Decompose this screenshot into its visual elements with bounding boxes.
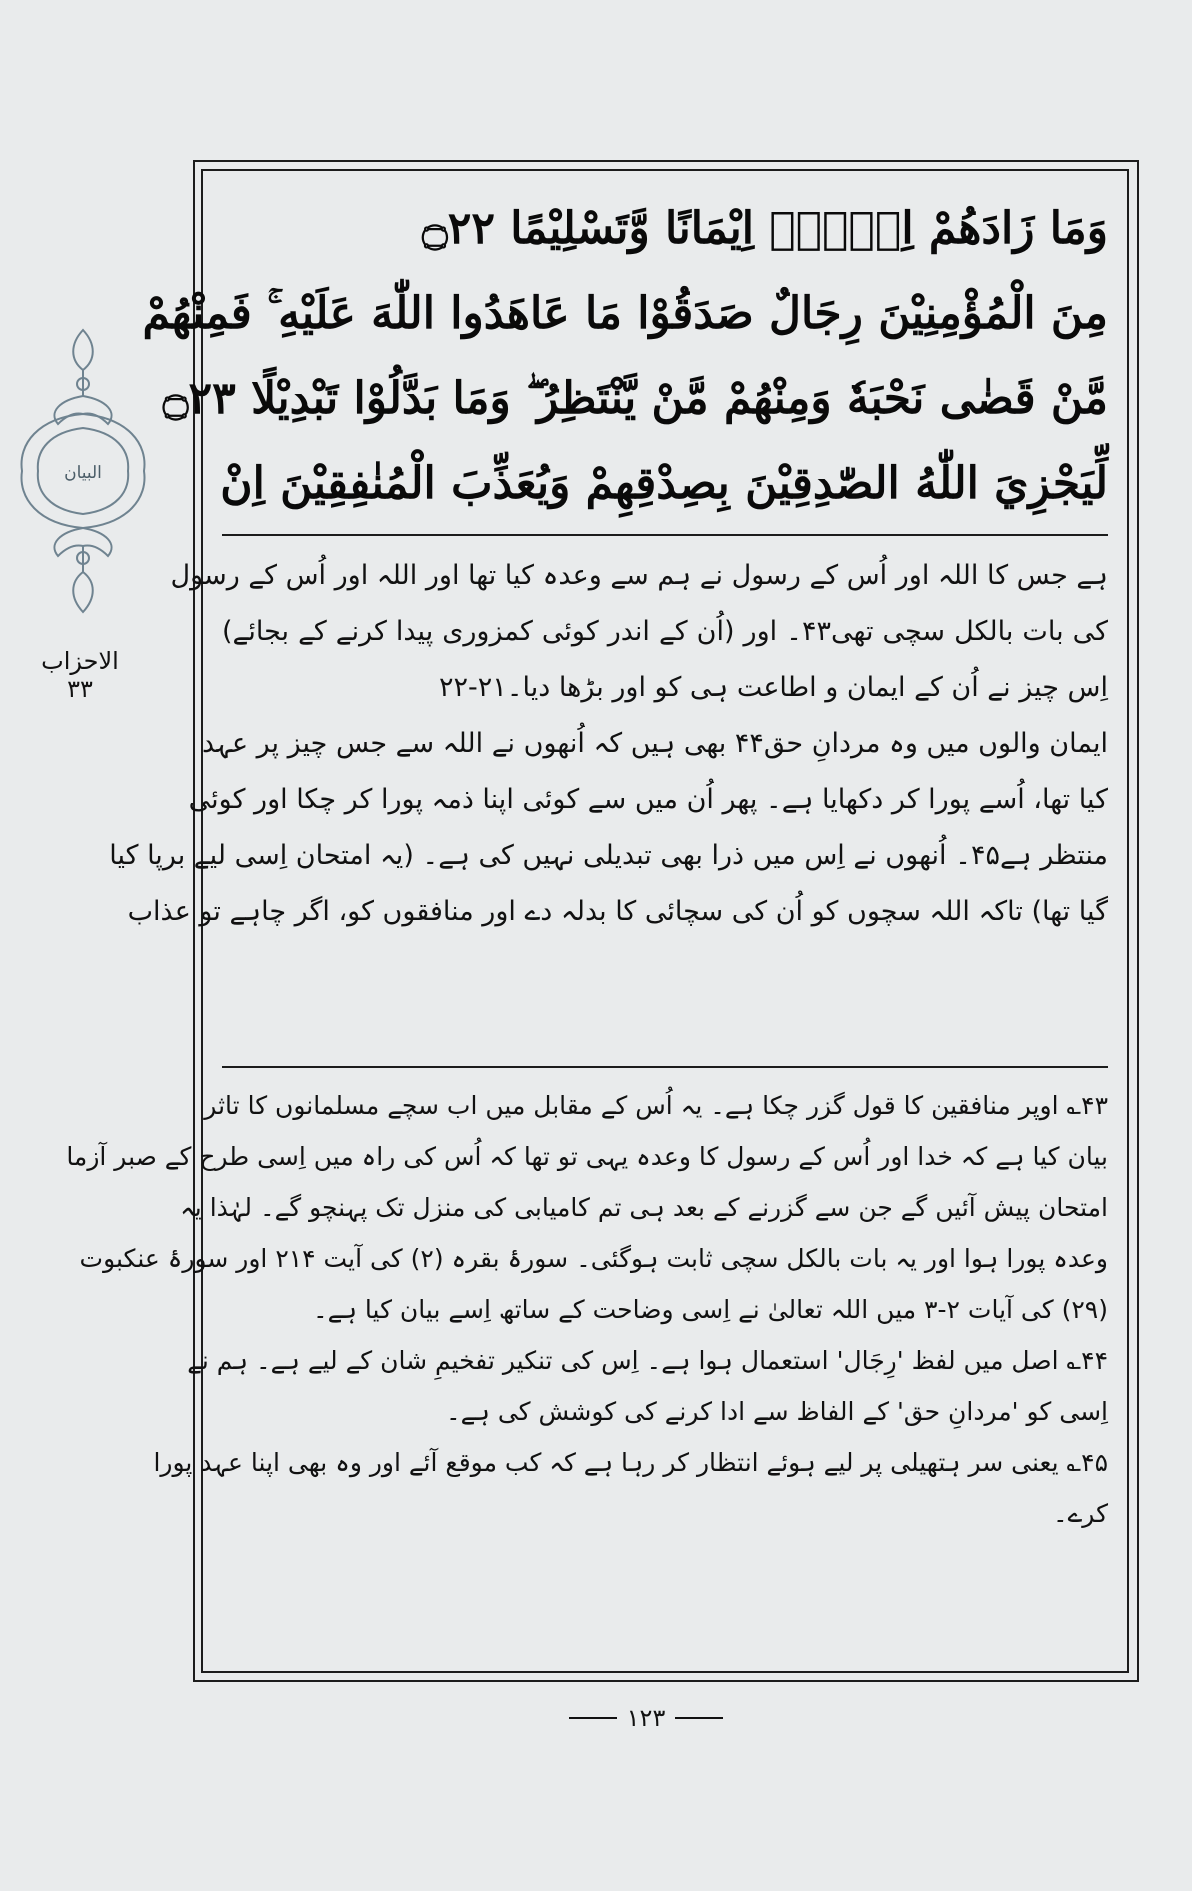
footnote-divider <box>222 1066 1108 1068</box>
footnote-line: (۲۹) کی آیات ۲-۳ میں اللہ تعالیٰ نے اِسی وضاحت کے ساتھ اِسے بیان کیا ہے۔ <box>313 1295 1108 1324</box>
page-number-dash <box>569 1717 617 1719</box>
footnotes <box>66 1080 1108 1539</box>
footnote-line: ۴۵؎ یعنی سر ہتھیلی پر لیے ہوئے انتظار کر رہا ہے کہ کب موقع آئے اور وہ بھی اپنا عہد پورا <box>153 1448 1108 1477</box>
translation-line: منتظر ہے۴۵۔ اُنھوں نے اِس میں ذرا بھی تبدیلی نہیں کی ہے۔ (یہ امتحان اِسی لیے برپا کیا <box>109 840 1108 871</box>
footnote-line: ۴۴؎ اصل میں لفظ 'رِجَال' استعمال ہوا ہے۔ اِس کی تنکیر تفخیمِ شان کے لیے ہے۔ ہم نے <box>187 1346 1108 1375</box>
arabic-verses <box>142 186 1108 528</box>
footnote-line: وعدہ پورا ہوا اور یہ بات بالکل سچی ثابت ہوگئی۔ سورۂ بقرہ (۲) کی آیت ۲۱۴ اور سورۂ عنکبوت <box>79 1244 1108 1273</box>
surah-name: الاحزاب <box>41 647 119 675</box>
translation-line: کی بات بالکل سچی تھی۴۳۔ اور (اُن کے اندر کوئی کمزوری پیدا کرنے کے بجائے) <box>222 616 1108 647</box>
urdu-translation <box>109 548 1108 940</box>
surah-number: ۳۳ <box>67 674 93 703</box>
translation-line: گیا تھا) تاکہ اللہ سچوں کو اُن کی سچائی کا بدلہ دے اور منافقوں کو، اگر چاہے تو عذاب <box>127 896 1108 927</box>
footnote-line: امتحان پیش آئیں گے جن سے گزرنے کے بعد ہی تم کامیابی کی منزل تک پہنچو گے۔ لہٰذا یہ <box>180 1193 1108 1222</box>
page-number-dash <box>675 1717 723 1719</box>
translation-line: ایمان والوں میں وہ مردانِ حق۴۴ بھی ہیں کہ اُنھوں نے اللہ سے جس چیز پر عہد <box>201 728 1108 759</box>
verse-line: مَّنْ قَضٰى نَحْبَهٗ وَمِنْهُمْ مَّنْ يَّنْتَظِرُ ۖ وَمَا بَدَّلُوْا تَبْدِيْلًا ۝۲۳ <box>162 373 1108 424</box>
page-number: ۱۲۳ <box>626 1704 666 1732</box>
surah-label <box>20 648 140 703</box>
footnote-line: اِسی کو 'مردانِ حق' کے الفاظ سے ادا کرنے کی کوشش کی ہے۔ <box>445 1397 1108 1426</box>
translation-line: کیا تھا، اُسے پورا کر دکھایا ہے۔ پھر اُن میں سے کوئی اپنا ذمہ پورا کر چکا اور کوئی <box>188 784 1108 815</box>
translation-line: ہے جس کا اللہ اور اُس کے رسول نے ہم سے وعدہ کیا تھا اور اللہ اور اُس کے رسول <box>170 560 1108 591</box>
footnote-line: ۴۳؎ اوپر منافقین کا قول گزر چکا ہے۔ یہ اُس کے مقابل میں اب سچے مسلمانوں کا تاثر <box>204 1091 1108 1120</box>
translation-line: اِس چیز نے اُن کے ایمان و اطاعت ہی کو اور بڑھا دیا۔۲۱-۲۲ <box>438 672 1108 703</box>
footnote-line: بیان کیا ہے کہ خدا اور اُس کے رسول کا وعدہ یہی تو تھا کہ اُس کی راہ میں اِسی طرح کے صبر آزما <box>66 1142 1108 1171</box>
verse-line: وَمَا زَادَهُمْ اِلَّاۤ اِيْمَانًا وَّتَسْلِيْمًا ۝۲۲ <box>421 203 1108 254</box>
verse-divider <box>222 534 1108 536</box>
verse-line: لِّيَجْزِيَ اللّٰهُ الصّٰدِقِيْنَ بِصِدْقِهِمْ وَيُعَذِّبَ الْمُنٰفِقِيْنَ اِنْ <box>220 458 1108 509</box>
footnote-line: کرے۔ <box>1053 1499 1108 1528</box>
marginal-ornament <box>8 326 158 616</box>
verse-line: مِنَ الْمُؤْمِنِيْنَ رِجَالٌ صَدَقُوْا مَا عَاهَدُوا اللّٰهَ عَلَيْهِ ۚ فَمِنْهُمْ <box>142 288 1108 339</box>
ornament-label: البيان <box>64 463 102 483</box>
page-footer <box>546 1700 746 1736</box>
